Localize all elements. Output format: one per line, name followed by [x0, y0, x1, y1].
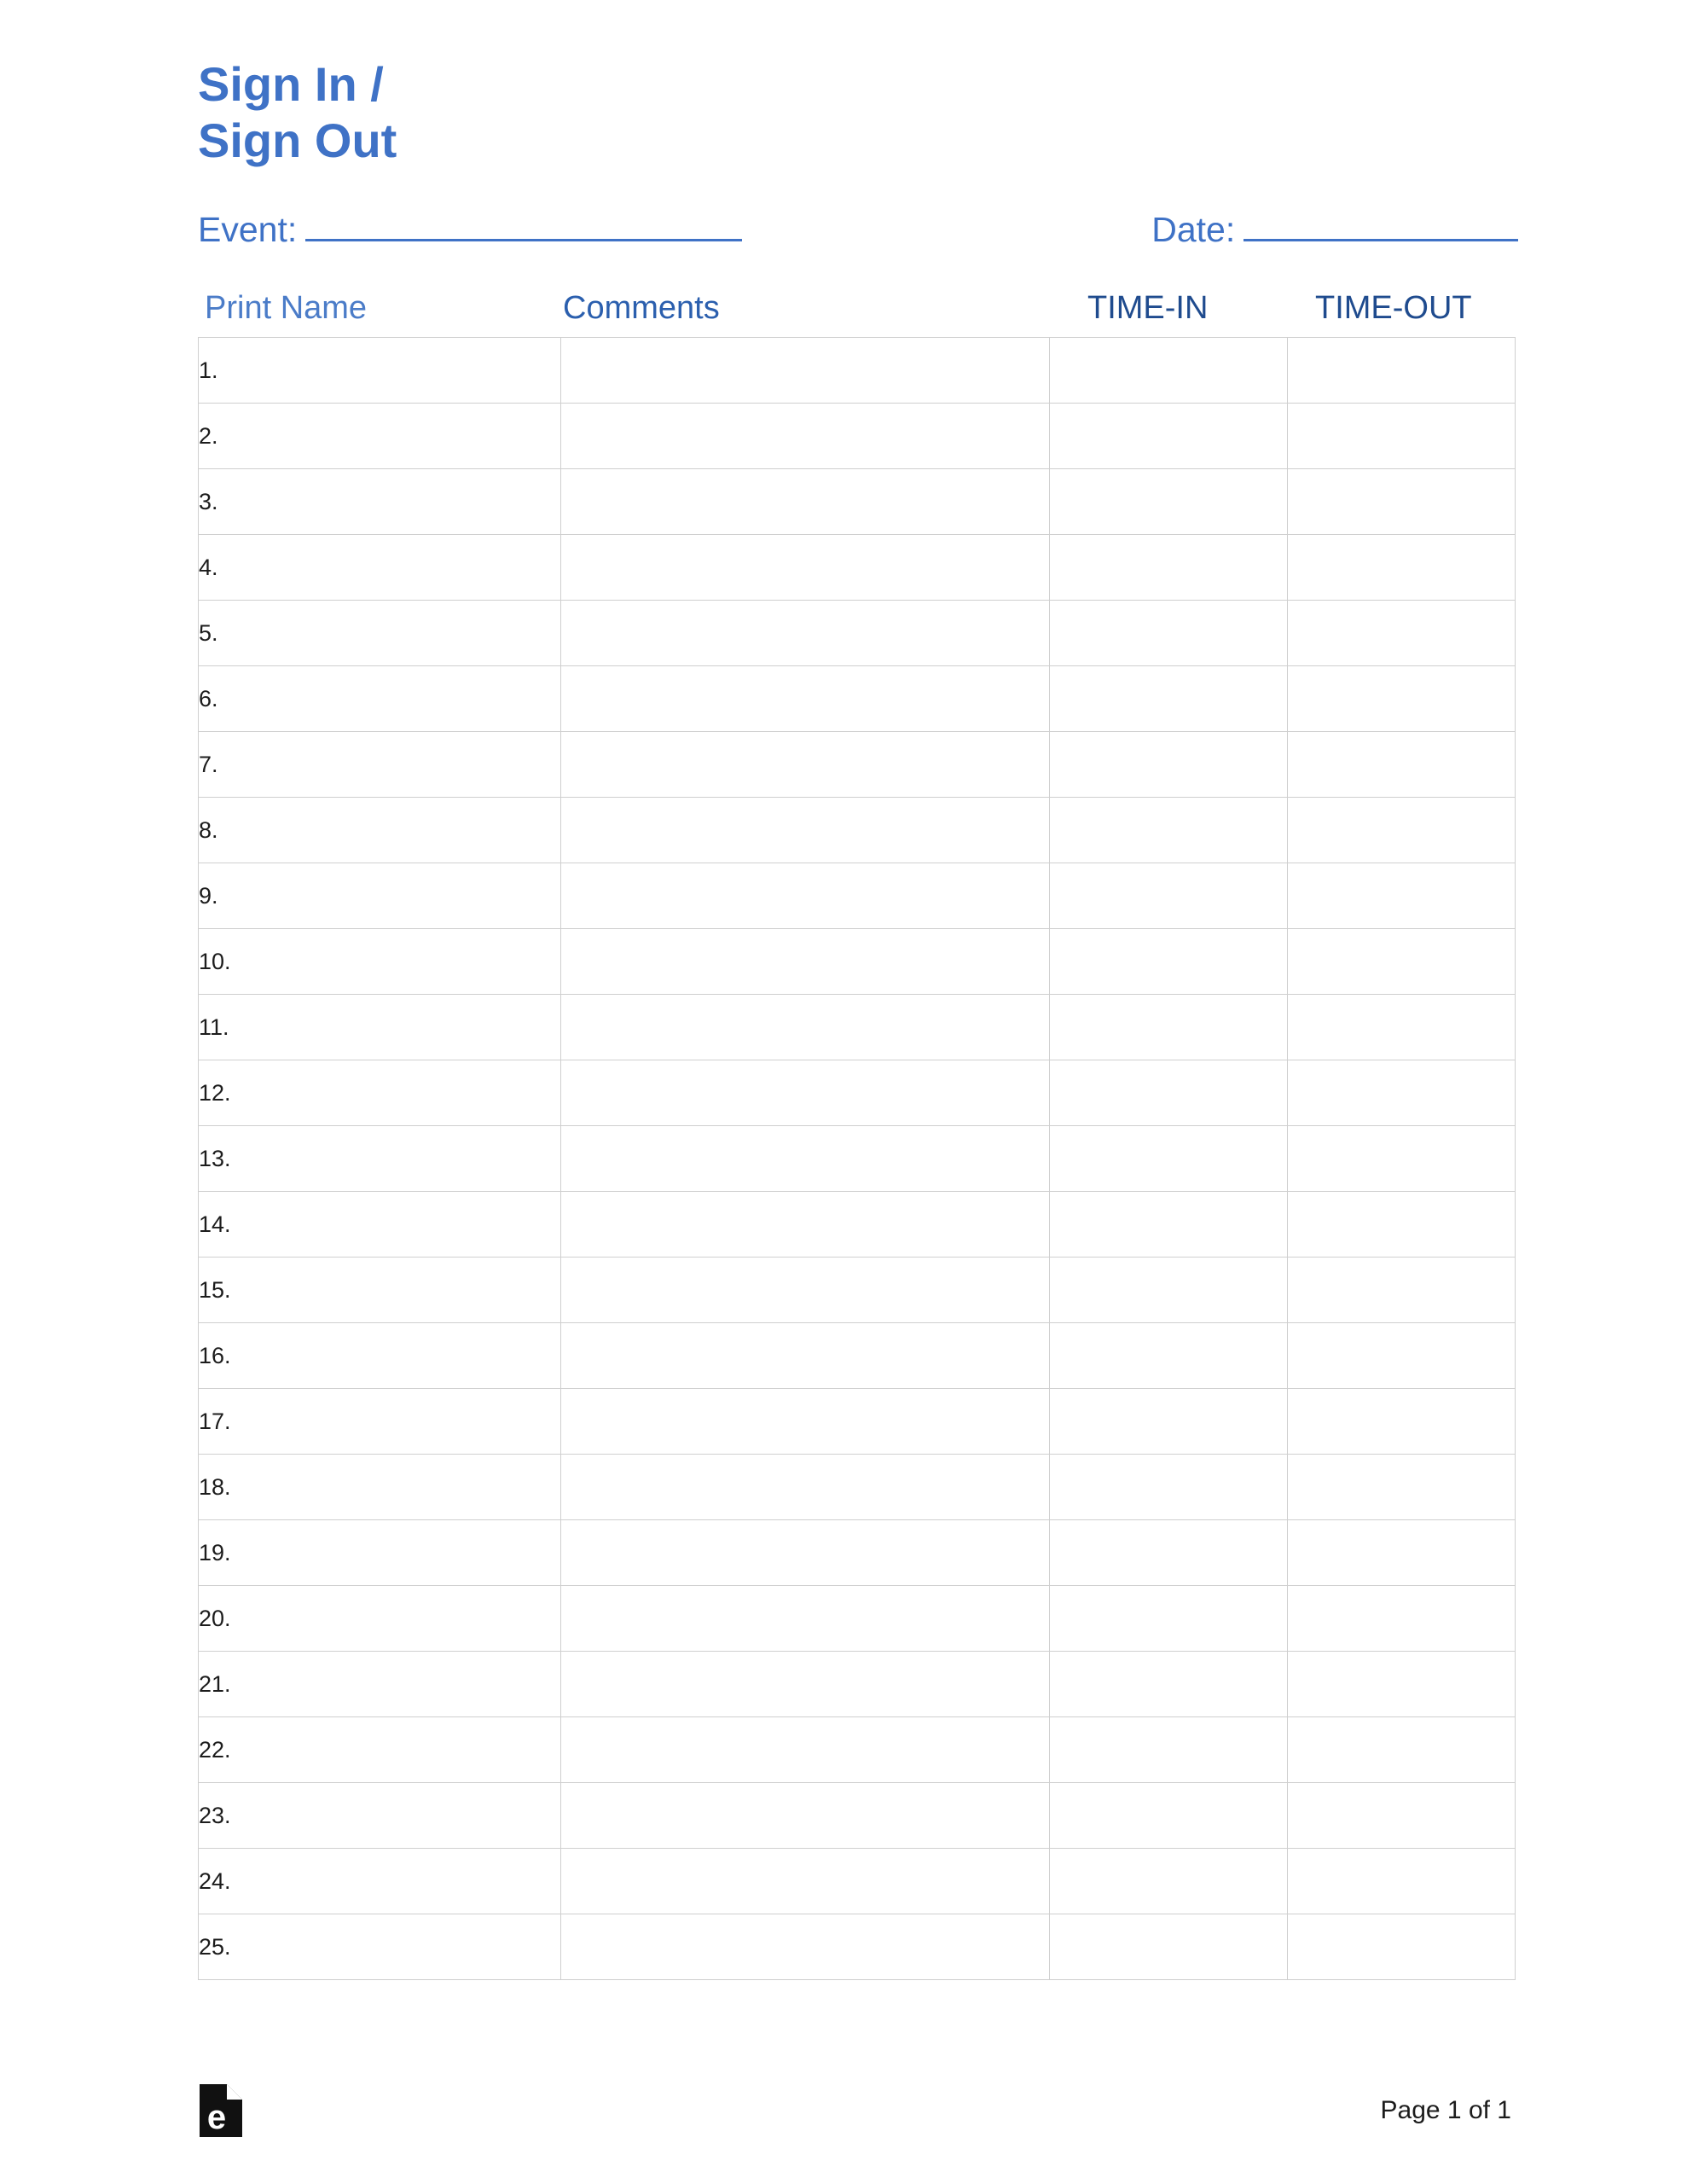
- sign-in-table-body: [199, 338, 1516, 1980]
- row-comments-cell[interactable]: [561, 1586, 1050, 1652]
- row-number-cell[interactable]: 18.: [199, 1455, 561, 1520]
- date-field[interactable]: [1151, 210, 1518, 250]
- row-time-in-cell[interactable]: [1050, 338, 1288, 404]
- row-comments-cell[interactable]: [561, 1192, 1050, 1258]
- row-comments-cell[interactable]: [561, 601, 1050, 666]
- row-time-out-cell[interactable]: [1288, 1389, 1516, 1455]
- row-time-out-cell[interactable]: [1288, 732, 1516, 798]
- row-number-cell[interactable]: 25.: [199, 1914, 561, 1980]
- column-header-time-out: TIME-OUT: [1315, 290, 1472, 327]
- row-time-out-cell[interactable]: [1288, 666, 1516, 732]
- row-number-cell[interactable]: 4.: [199, 535, 561, 601]
- row-number-cell[interactable]: 24.: [199, 1849, 561, 1914]
- row-comments-cell[interactable]: [561, 1060, 1050, 1126]
- row-comments-cell[interactable]: [561, 1717, 1050, 1783]
- row-comments-cell[interactable]: [561, 1783, 1050, 1849]
- row-comments-cell[interactable]: [561, 1126, 1050, 1192]
- row-number-cell[interactable]: 17.: [199, 1389, 561, 1455]
- row-time-in-cell[interactable]: [1050, 863, 1288, 929]
- table-row: [199, 1323, 1516, 1389]
- row-number-cell[interactable]: 19.: [199, 1520, 561, 1586]
- row-time-out-cell[interactable]: [1288, 995, 1516, 1060]
- row-number-cell[interactable]: 2.: [199, 404, 561, 469]
- row-number-cell[interactable]: 10.: [199, 929, 561, 995]
- row-time-out-cell[interactable]: [1288, 1717, 1516, 1783]
- row-number-cell[interactable]: 22.: [199, 1717, 561, 1783]
- row-time-out-cell[interactable]: [1288, 1586, 1516, 1652]
- row-comments-cell[interactable]: [561, 338, 1050, 404]
- row-time-in-cell[interactable]: [1050, 1652, 1288, 1717]
- row-time-in-cell[interactable]: [1050, 798, 1288, 863]
- row-time-in-cell[interactable]: [1050, 1192, 1288, 1258]
- row-time-out-cell[interactable]: [1288, 1455, 1516, 1520]
- row-number-cell[interactable]: 9.: [199, 863, 561, 929]
- row-number-cell[interactable]: 11.: [199, 995, 561, 1060]
- row-time-in-cell[interactable]: [1050, 404, 1288, 469]
- page-title-line-1: Sign In /: [198, 57, 384, 111]
- table-row: [199, 469, 1516, 535]
- row-comments-cell[interactable]: [561, 469, 1050, 535]
- row-number-cell[interactable]: 15.: [199, 1258, 561, 1323]
- row-time-in-cell[interactable]: [1050, 1849, 1288, 1914]
- event-field[interactable]: [198, 210, 742, 250]
- date-field-label: Date:: [1151, 210, 1236, 250]
- table-row: [199, 535, 1516, 601]
- row-time-out-cell[interactable]: [1288, 404, 1516, 469]
- form-fields-row: [198, 210, 1511, 250]
- row-time-in-cell[interactable]: [1050, 1586, 1288, 1652]
- row-number-cell[interactable]: 8.: [199, 798, 561, 863]
- row-number-cell[interactable]: 5.: [199, 601, 561, 666]
- row-comments-cell[interactable]: [561, 732, 1050, 798]
- table-row: [199, 666, 1516, 732]
- table-row: [199, 601, 1516, 666]
- table-row: [199, 995, 1516, 1060]
- row-time-out-cell[interactable]: [1288, 535, 1516, 601]
- table-row: [199, 1914, 1516, 1980]
- row-comments-cell[interactable]: [561, 798, 1050, 863]
- row-comments-cell[interactable]: [561, 863, 1050, 929]
- row-comments-cell[interactable]: [561, 535, 1050, 601]
- table-row: [199, 1520, 1516, 1586]
- row-time-out-cell[interactable]: [1288, 1652, 1516, 1717]
- row-time-out-cell[interactable]: [1288, 1192, 1516, 1258]
- row-time-in-cell[interactable]: [1050, 732, 1288, 798]
- row-comments-cell[interactable]: [561, 404, 1050, 469]
- event-field-rule[interactable]: [305, 238, 742, 241]
- table-row: [199, 1060, 1516, 1126]
- row-comments-cell[interactable]: [561, 1389, 1050, 1455]
- row-comments-cell[interactable]: [561, 1258, 1050, 1323]
- table-row: [199, 863, 1516, 929]
- row-comments-cell[interactable]: [561, 1849, 1050, 1914]
- table-row: [199, 1586, 1516, 1652]
- row-time-out-cell[interactable]: [1288, 1520, 1516, 1586]
- page-title: [198, 56, 1511, 169]
- row-time-in-cell[interactable]: [1050, 601, 1288, 666]
- event-field-label: Event:: [198, 210, 298, 250]
- row-time-in-cell[interactable]: [1050, 469, 1288, 535]
- table-row: [199, 1783, 1516, 1849]
- row-number-cell[interactable]: 23.: [199, 1783, 561, 1849]
- page-title-line-2: Sign Out: [198, 113, 397, 168]
- table-row: [199, 1455, 1516, 1520]
- row-time-in-cell[interactable]: [1050, 1258, 1288, 1323]
- row-comments-cell[interactable]: [561, 1652, 1050, 1717]
- row-time-in-cell[interactable]: [1050, 1126, 1288, 1192]
- row-time-out-cell[interactable]: [1288, 1060, 1516, 1126]
- column-header-comments: Comments: [563, 290, 720, 327]
- document-content: [198, 56, 1511, 1980]
- table-row: [199, 1717, 1516, 1783]
- table-row: [199, 338, 1516, 404]
- svg-text:e: e: [206, 2099, 227, 2136]
- column-header-print-name: Print Name: [205, 290, 368, 327]
- row-time-in-cell[interactable]: [1050, 1914, 1288, 1980]
- row-time-in-cell[interactable]: [1050, 666, 1288, 732]
- e-file-icon: [198, 2082, 244, 2139]
- table-row: [199, 1389, 1516, 1455]
- row-time-out-cell[interactable]: [1288, 1914, 1516, 1980]
- table-row: [199, 1258, 1516, 1323]
- row-time-in-cell[interactable]: [1050, 1783, 1288, 1849]
- row-time-in-cell[interactable]: [1050, 1717, 1288, 1783]
- row-time-in-cell[interactable]: [1050, 1060, 1288, 1126]
- row-number-cell[interactable]: 3.: [199, 469, 561, 535]
- table-row: [199, 732, 1516, 798]
- row-time-out-cell[interactable]: [1288, 1126, 1516, 1192]
- row-number-cell[interactable]: 14.: [199, 1192, 561, 1258]
- row-comments-cell[interactable]: [561, 1455, 1050, 1520]
- table-row: [199, 1849, 1516, 1914]
- table-row: [199, 1192, 1516, 1258]
- page-number: Page 1 of 1: [1380, 2096, 1511, 2124]
- row-comments-cell[interactable]: [561, 929, 1050, 995]
- row-comments-cell[interactable]: [561, 995, 1050, 1060]
- row-time-out-cell[interactable]: [1288, 929, 1516, 995]
- row-number-cell[interactable]: 12.: [199, 1060, 561, 1126]
- table-row: [199, 1126, 1516, 1192]
- row-comments-cell[interactable]: [561, 1520, 1050, 1586]
- row-number-cell[interactable]: 20.: [199, 1586, 561, 1652]
- table-row: [199, 798, 1516, 863]
- column-header-time-in: TIME-IN: [1087, 290, 1209, 327]
- row-number-cell[interactable]: 6.: [199, 666, 561, 732]
- row-time-in-cell[interactable]: [1050, 995, 1288, 1060]
- row-time-in-cell[interactable]: [1050, 1455, 1288, 1520]
- table-row: [199, 929, 1516, 995]
- row-comments-cell[interactable]: [561, 666, 1050, 732]
- document-footer: [198, 2077, 1511, 2145]
- row-number-cell[interactable]: 21.: [199, 1652, 561, 1717]
- table-row: [199, 404, 1516, 469]
- row-time-in-cell[interactable]: [1050, 929, 1288, 995]
- row-time-out-cell[interactable]: [1288, 1849, 1516, 1914]
- row-time-out-cell[interactable]: [1288, 469, 1516, 535]
- row-comments-cell[interactable]: [561, 1914, 1050, 1980]
- row-comments-cell[interactable]: [561, 1323, 1050, 1389]
- table-row: [199, 1652, 1516, 1717]
- row-time-out-cell[interactable]: [1288, 863, 1516, 929]
- row-time-out-cell[interactable]: [1288, 601, 1516, 666]
- date-field-rule[interactable]: [1244, 238, 1518, 241]
- row-number-cell[interactable]: 13.: [199, 1126, 561, 1192]
- row-number-cell[interactable]: 1.: [199, 338, 561, 404]
- row-time-in-cell[interactable]: [1050, 1520, 1288, 1586]
- row-time-out-cell[interactable]: [1288, 1258, 1516, 1323]
- row-time-out-cell[interactable]: [1288, 1783, 1516, 1849]
- row-number-cell[interactable]: 16.: [199, 1323, 561, 1389]
- column-headers: [198, 282, 1511, 327]
- row-time-in-cell[interactable]: [1050, 1389, 1288, 1455]
- row-time-in-cell[interactable]: [1050, 535, 1288, 601]
- row-time-out-cell[interactable]: [1288, 1323, 1516, 1389]
- row-time-in-cell[interactable]: [1050, 1323, 1288, 1389]
- row-time-out-cell[interactable]: [1288, 798, 1516, 863]
- sign-in-table: [198, 337, 1516, 1980]
- row-time-out-cell[interactable]: [1288, 338, 1516, 404]
- row-number-cell[interactable]: 7.: [199, 732, 561, 798]
